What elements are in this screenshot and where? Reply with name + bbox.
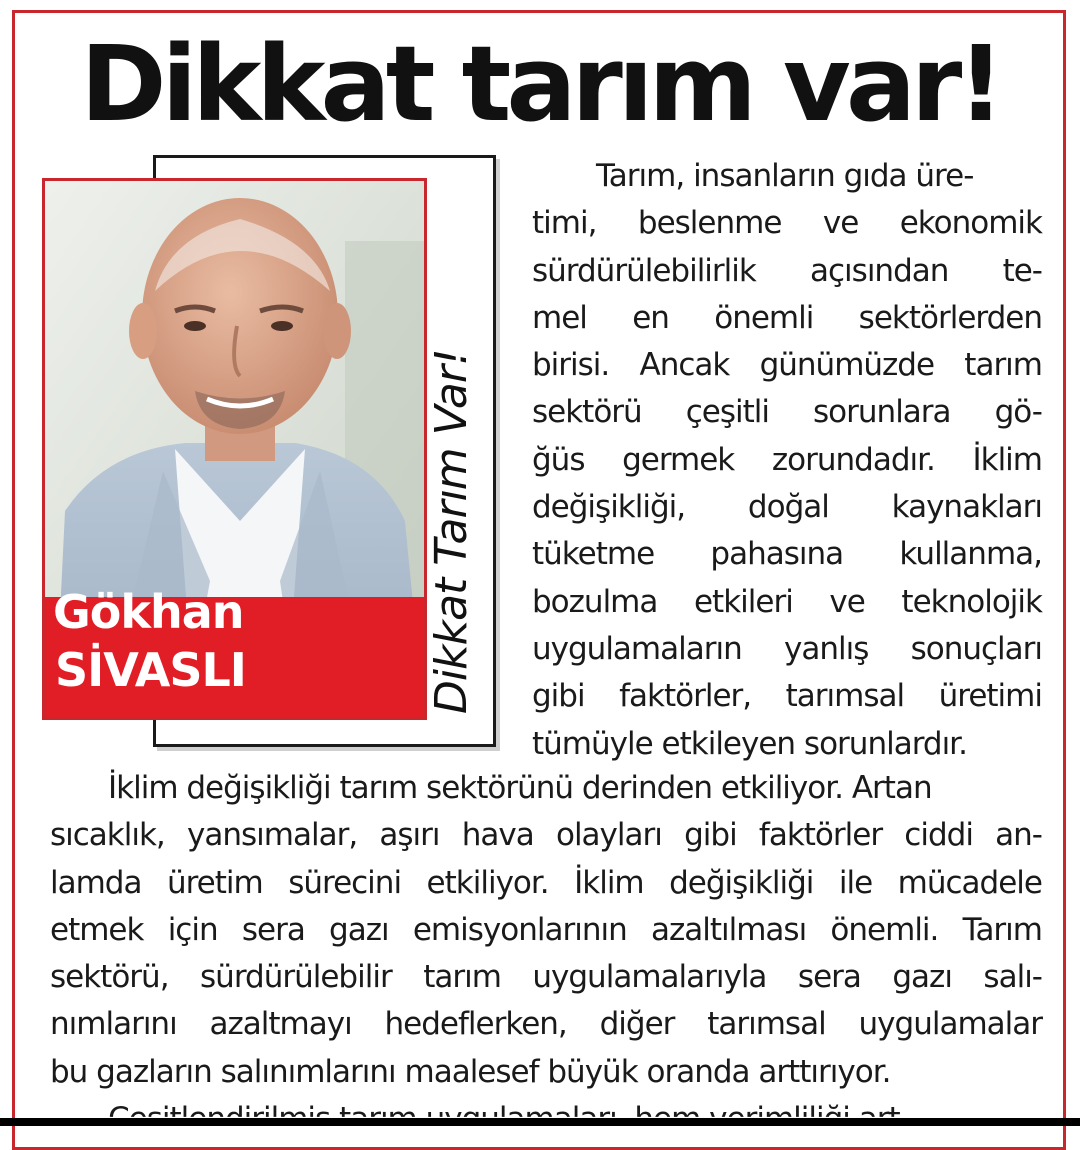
text-line: İklim değişikliği tarım sektörünü derinden etkiliyor. Artan xyxy=(108,770,932,806)
text-line: lamda üretim sürecini etkiliyor. İklim değişikliği ile mücadele xyxy=(50,864,1042,901)
text-line: bozulma etkileri ve teknolojik xyxy=(532,583,1042,620)
text-line: timi, beslenme ve ekonomik xyxy=(532,205,1042,242)
text-line: sürdürülebilirlik açısından te- xyxy=(532,252,1042,289)
bottom-edge xyxy=(0,1118,1080,1126)
author-first-name: Gökhan xyxy=(53,585,244,639)
text-line: gibi faktörler, tarımsal üretimi xyxy=(532,678,1042,715)
text-line: tüketme pahasına kullanma, xyxy=(532,536,1042,573)
headline: Dikkat tarım var! xyxy=(80,23,1000,145)
text-line: Tarım, insanların gıda üre- xyxy=(596,158,974,194)
text-line: uygulamaların yanlış sonuçları xyxy=(532,630,1042,667)
text-line: tümüyle etkileyen sorunlardır. xyxy=(532,725,967,762)
author-last-name: SİVASLI xyxy=(55,643,246,697)
text-line: etmek için sera gazı emisyonlarının azaltılması önemli. Tarım xyxy=(50,911,1042,948)
text-line: değişikliği, doğal kaynakları xyxy=(532,489,1042,526)
column-name: Dikkat Tarım Var! xyxy=(426,349,477,714)
text-line: ğüs germek zorundadır. İklim xyxy=(532,441,1042,478)
author-photo xyxy=(42,178,427,720)
column-intro-text xyxy=(532,153,1042,768)
text-line: nımlarını azaltmayı hedeflerken, diğer tarımsal uygulamalar xyxy=(50,1006,1042,1043)
text-line: sektörü, sürdürülebilir tarım uygulamalarıyla sera gazı salı- xyxy=(50,959,1042,996)
text-line: bu gazların salınımlarını maalesef büyük oranda arttırıyor. xyxy=(50,1053,891,1090)
text-line: mel en önemli sektörlerden xyxy=(532,299,1042,336)
author-name-bar xyxy=(45,585,424,717)
text-line: sektörü çeşitli sorunlara gö- xyxy=(532,394,1042,431)
text-line: sıcaklık, yansımalar, aşırı hava olayları gibi faktörler ciddi an- xyxy=(50,817,1042,854)
text-line: birisi. Ancak günümüzde tarım xyxy=(532,347,1042,384)
article-body-text xyxy=(50,765,1042,1143)
